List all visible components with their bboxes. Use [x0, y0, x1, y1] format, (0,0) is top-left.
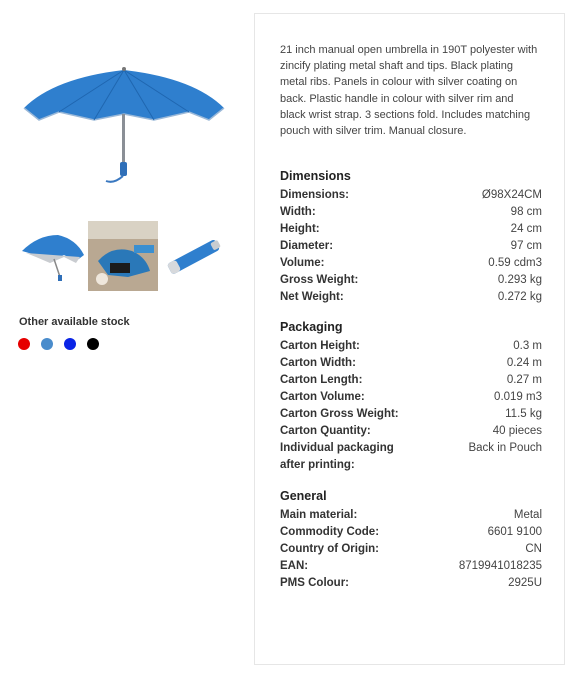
thumbnail-umbrella-silver[interactable] — [18, 221, 88, 291]
spec-row — [280, 389, 542, 406]
spec-label: EAN: — [280, 560, 309, 572]
spec-label: Carton Width: — [280, 357, 356, 369]
spec-row — [280, 558, 542, 575]
spec-value: 2925U — [508, 577, 542, 589]
spec-value: 0.3 m — [513, 340, 542, 352]
swatch-light-blue[interactable] — [41, 338, 53, 350]
product-details-panel — [254, 13, 565, 665]
swatch-black[interactable] — [87, 338, 99, 350]
spec-value: 24 cm — [510, 223, 542, 235]
spec-label: Carton Length: — [280, 374, 363, 386]
swatch-red[interactable] — [18, 338, 30, 350]
spec-row — [280, 272, 542, 289]
spec-row — [280, 372, 542, 389]
packaging-section — [280, 320, 542, 474]
spec-row — [280, 507, 542, 524]
spec-value: 98 cm — [510, 206, 542, 218]
spec-label: Gross Weight: — [280, 274, 359, 286]
spec-row — [280, 575, 542, 592]
thumbnail-pouch[interactable] — [158, 221, 228, 291]
thumbnail-strip — [18, 221, 228, 291]
dimensions-heading: Dimensions — [280, 169, 351, 183]
spec-row — [280, 406, 542, 423]
spec-value: 97 cm — [510, 240, 542, 252]
spec-value: 0.272 kg — [497, 291, 542, 303]
spec-row — [280, 238, 542, 255]
spec-row — [280, 255, 542, 272]
spec-label: Net Weight: — [280, 291, 344, 303]
general-rows — [280, 507, 542, 592]
dimensions-section — [280, 169, 542, 306]
spec-row — [280, 423, 542, 440]
spec-label: Carton Quantity: — [280, 425, 371, 437]
spec-value: 11.5 kg — [505, 408, 542, 420]
spec-value: Metal — [513, 509, 542, 521]
product-main-image[interactable] — [14, 38, 234, 188]
spec-label: Diameter: — [280, 240, 334, 252]
spec-label: Volume: — [280, 257, 325, 269]
spec-row — [280, 289, 542, 306]
spec-label: Height: — [280, 223, 320, 235]
spec-value: Back in Pouch — [468, 442, 542, 454]
product-gallery — [0, 0, 250, 681]
spec-row — [280, 338, 542, 355]
spec-label: Country of Origin: — [280, 543, 380, 555]
spec-row — [280, 187, 542, 204]
spec-label: Width: — [280, 206, 316, 218]
spec-value: 0.24 m — [506, 357, 542, 369]
packaging-rows — [280, 338, 542, 474]
spec-row — [280, 221, 542, 238]
spec-value: 0.27 m — [506, 374, 542, 386]
spec-value: 0.019 m3 — [494, 391, 542, 403]
spec-label: PMS Colour: — [280, 577, 349, 589]
color-swatches — [18, 338, 110, 350]
product-description: 21 inch manual open umbrella in 190T polyester with zincify plating metal shaft and tips. Black plating metal ribs. Panels in colour with silver coating on back. Plastic handle in colour with silver rim and black wrist strap. 3 sections fold. Includes matching pouch with silver trim. Manual closure. — [280, 44, 538, 138]
spec-value: 6601 9100 — [487, 526, 542, 538]
swatch-blue[interactable] — [64, 338, 76, 350]
general-heading: General — [280, 489, 327, 503]
spec-value: 0.293 kg — [497, 274, 542, 286]
spec-label: Carton Volume: — [280, 391, 365, 403]
thumbnail-lifestyle[interactable] — [88, 221, 158, 291]
other-stock-title: Other available stock — [19, 316, 130, 328]
spec-row — [280, 440, 542, 474]
spec-row — [280, 204, 542, 221]
general-section — [280, 489, 542, 592]
spec-value: 0.59 cdm3 — [488, 257, 542, 269]
spec-value: Ø98X24CM — [481, 189, 542, 201]
spec-row — [280, 541, 542, 558]
spec-label: Carton Gross Weight: — [280, 408, 399, 420]
dimensions-rows — [280, 187, 542, 306]
spec-row — [280, 524, 542, 541]
spec-row — [280, 355, 542, 372]
spec-value: CN — [525, 543, 542, 555]
packaging-heading: Packaging — [280, 320, 343, 334]
spec-value: 8719941018235 — [458, 560, 542, 572]
spec-label: Commodity Code: — [280, 526, 380, 538]
spec-label: Main material: — [280, 509, 358, 521]
spec-label: Dimensions: — [280, 189, 350, 201]
spec-value: 40 pieces — [492, 425, 542, 437]
spec-label: Carton Height: — [280, 340, 360, 352]
spec-label: Individual packaging after printing: — [280, 442, 394, 471]
